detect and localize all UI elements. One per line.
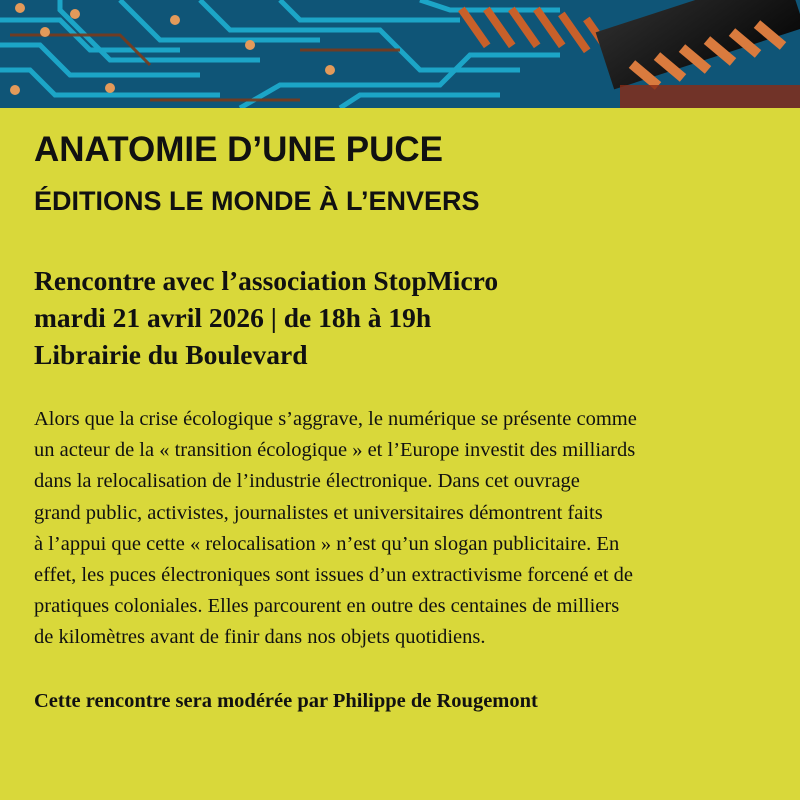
description-line: pratiques coloniales. Elles parcourent en outre des centaines de milliers (34, 595, 620, 618)
circuit-board-image (0, 0, 800, 108)
publisher-name: ÉDITIONS LE MONDE À L’ENVERS (34, 186, 480, 216)
description-line: à l’appui que cette « relocalisation » n’est qu’un slogan publicitaire. En (34, 532, 620, 555)
description-line: dans la relocalisation de l’industrie électronique. Dans cet ouvrage (34, 470, 580, 493)
book-title: ANATOMIE D’UNE PUCE (34, 130, 444, 169)
circuit-board-banner (0, 0, 800, 108)
description-line: effet, les puces électroniques sont issues d’un extractivisme forcené et de (34, 564, 634, 587)
description-line: grand public, activistes, journalistes et universitaires démontrent faits (34, 501, 603, 524)
event-headline: Rencontre avec l’association StopMicro (34, 265, 499, 296)
moderator-note: Cette rencontre sera modérée par Philippe de Rougemont (34, 689, 538, 712)
description-line: de kilomètres avant de finir dans nos objets quotidiens. (34, 626, 486, 649)
event-details (34, 262, 774, 373)
description-line: un acteur de la « transition écologique » et l’Europe investit des milliards (34, 439, 636, 462)
book-description (34, 404, 774, 654)
description-line: Alors que la crise écologique s’aggrave, le numérique se présente comme (34, 408, 637, 430)
event-venue: Librairie du Boulevard (34, 339, 308, 370)
event-date-time: mardi 21 avril 2026 | de 18h à 19h (34, 302, 432, 333)
poster-content (34, 108, 774, 716)
